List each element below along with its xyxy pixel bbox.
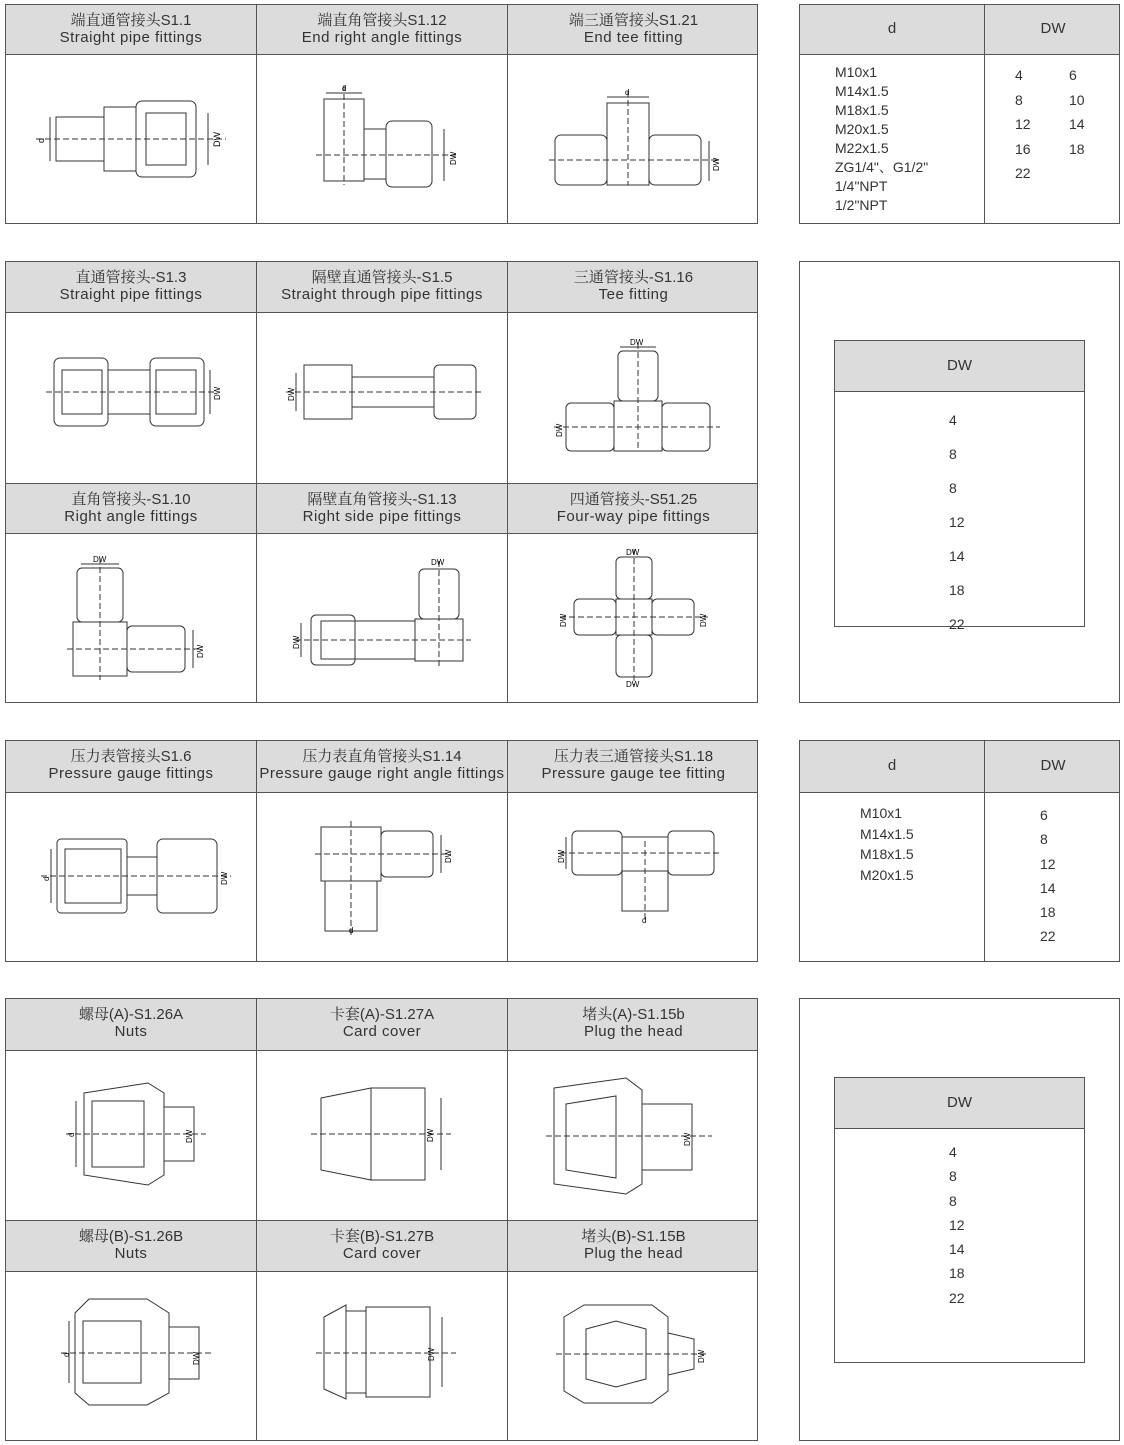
section2-grid: 直通管接头-S1.3 Straight pipe fittings 隔壁直通管接头-S1.5 Straight through pipe fittings 三通管接头-S1.16 Tee fitting 直角管接头-S1.10 Right angle fittings 隔壁直角管接头-S1.13 Right side pipe fittings 四通管接头-S51.25 Four-way pipe fittings DW DW DW DW DW DW DW DW DW DW DW DW bbox=[5, 261, 758, 703]
header-en: End tee fitting bbox=[583, 29, 684, 46]
plug-b-diagram bbox=[556, 1299, 716, 1409]
ferrule-a-diagram bbox=[311, 1084, 461, 1184]
d-values: M10x1 M14x1.5 M18x1.5 M20x1.5 bbox=[860, 805, 914, 883]
header-cell bbox=[6, 5, 257, 54]
d-label: d bbox=[36, 137, 46, 143]
tee-fitting-diagram bbox=[554, 337, 724, 457]
spec-table-2 bbox=[834, 340, 1085, 632]
d-header: d bbox=[800, 5, 985, 54]
svg-text:DW: DW bbox=[292, 635, 301, 649]
d-label: d bbox=[625, 88, 630, 97]
svg-text:DW: DW bbox=[626, 548, 640, 557]
nut-b-diagram bbox=[61, 1295, 226, 1410]
svg-text:DW: DW bbox=[630, 338, 644, 347]
svg-text:DW: DW bbox=[427, 1347, 436, 1361]
svg-text:DW: DW bbox=[557, 849, 566, 863]
pressure-gauge-elbow-diagram bbox=[311, 821, 471, 936]
dw-header: DW bbox=[947, 1094, 972, 1111]
section1-grid bbox=[5, 4, 758, 224]
svg-text:DW: DW bbox=[93, 555, 107, 564]
dw-header: DW bbox=[1040, 757, 1066, 774]
svg-text:DW: DW bbox=[426, 1128, 435, 1142]
dw-values-col2: 6 10 14 18 bbox=[1069, 67, 1085, 157]
straight-pipe-union-diagram bbox=[46, 352, 226, 432]
svg-text:d: d bbox=[62, 1352, 71, 1357]
dw-header: DW bbox=[947, 357, 972, 374]
dw-values: 4 8 8 12 14 18 22 bbox=[949, 1144, 965, 1306]
svg-text:DW: DW bbox=[555, 423, 564, 437]
dw-label: DW bbox=[449, 151, 458, 165]
header-en: End right angle fittings bbox=[301, 29, 463, 46]
svg-text:DW: DW bbox=[192, 1351, 201, 1365]
section3-grid: 压力表管接头S1.6 Pressure gauge fittings 压力表直角管接头S1.14 Pressure gauge right angle fittings 压力表三通管接头S1.18 Pressure gauge tee fitting d DW d DW DW d bbox=[5, 740, 758, 962]
header-cn: 端三通管接头S1.21 bbox=[568, 12, 699, 29]
plug-a-diagram bbox=[546, 1074, 716, 1199]
svg-text:d: d bbox=[42, 876, 51, 881]
header-en: Straight pipe fittings bbox=[59, 29, 203, 46]
section4-grid: 螺母(A)-S1.26A Nuts 卡套(A)-S1.27A Card cover 堵头(A)-S1.15b Plug the head 螺母(B)-S1.26B Nuts 卡套(B)-S1.27B Card cover 堵头(B)-S1.15B Plug the head d DW DW DW d DW DW DW bbox=[5, 998, 758, 1441]
svg-text:DW: DW bbox=[559, 613, 568, 627]
svg-text:d: d bbox=[642, 916, 647, 925]
spec-table-4 bbox=[834, 1077, 1085, 1363]
spec-table-3 bbox=[799, 740, 1120, 962]
spec-table-2-frame bbox=[799, 261, 1120, 703]
nut-a-diagram bbox=[66, 1079, 216, 1189]
pressure-gauge-tee-diagram bbox=[556, 821, 726, 931]
svg-text:DW: DW bbox=[287, 387, 296, 401]
dw-values: 6 8 12 14 18 22 bbox=[1040, 807, 1056, 945]
svg-text:DW: DW bbox=[220, 871, 229, 885]
end-right-angle-fitting-diagram bbox=[306, 85, 466, 195]
svg-text:DW: DW bbox=[697, 1349, 706, 1363]
svg-text:DW: DW bbox=[626, 680, 640, 687]
d-header: d bbox=[800, 741, 985, 792]
section1-header-row bbox=[6, 5, 757, 55]
svg-text:DW: DW bbox=[213, 386, 222, 400]
header-cn: 端直通管接头S1.1 bbox=[70, 12, 192, 29]
dw-values: 4 8 8 12 14 18 22 bbox=[949, 412, 965, 632]
ferrule-b-diagram bbox=[316, 1299, 466, 1409]
dw-label: DW bbox=[212, 132, 222, 147]
svg-text:DW: DW bbox=[699, 613, 708, 627]
right-angle-fitting-diagram bbox=[61, 552, 221, 682]
svg-text:DW: DW bbox=[431, 558, 445, 567]
svg-text:DW: DW bbox=[444, 849, 453, 863]
four-way-fitting-diagram bbox=[554, 547, 714, 687]
end-tee-fitting-diagram bbox=[549, 85, 729, 195]
bulkhead-union-diagram bbox=[286, 357, 486, 427]
dw-label: DW bbox=[712, 157, 721, 171]
dw-values-col1: 4 8 12 16 22 bbox=[1015, 67, 1031, 181]
straight-pipe-fitting-diagram bbox=[36, 95, 236, 185]
header-cn: 端直角管接头S1.12 bbox=[317, 12, 447, 29]
spec-table-1 bbox=[799, 4, 1120, 224]
svg-text:DW: DW bbox=[196, 644, 205, 658]
d-values: M10x1 M14x1.5 M18x1.5 M20x1.5 M22x1.5 ZG1/4"、G1/2" 1/4"NPT 1/2"NPT bbox=[835, 64, 929, 213]
d-label: d bbox=[342, 85, 347, 93]
svg-text:d: d bbox=[67, 1132, 76, 1137]
pressure-gauge-fitting-diagram bbox=[41, 831, 236, 921]
bulkhead-elbow-diagram bbox=[291, 557, 481, 677]
spec-table-4-frame bbox=[799, 998, 1120, 1441]
header-cell bbox=[257, 5, 508, 54]
svg-text:DW: DW bbox=[185, 1129, 194, 1143]
svg-text:d: d bbox=[349, 926, 354, 935]
svg-text:DW: DW bbox=[683, 1132, 692, 1146]
header-cell bbox=[508, 5, 759, 54]
dw-header: DW bbox=[1040, 20, 1066, 37]
